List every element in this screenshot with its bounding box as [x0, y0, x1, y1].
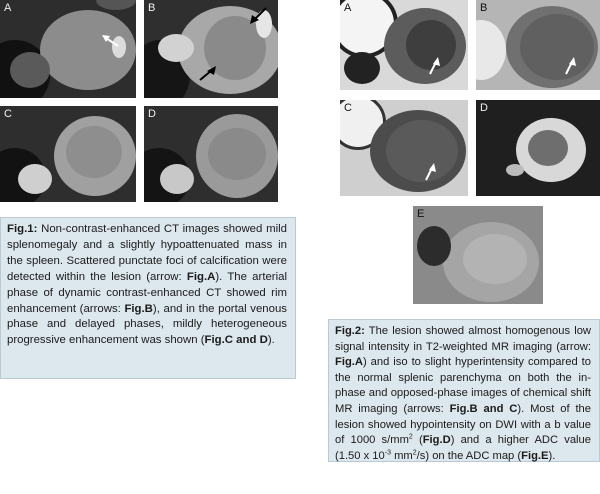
caption-part: Fig.D: [422, 434, 451, 447]
fig1-panel-a: [0, 0, 136, 98]
fig1-panel-b: [144, 0, 278, 98]
caption-part: ).: [267, 334, 275, 347]
panel-label: D: [480, 102, 488, 114]
fig1-panel-c: [0, 106, 136, 202]
fig1-caption: [0, 217, 296, 379]
panel-label: C: [4, 108, 12, 120]
caption-part: The lesion showed almost homogenous low signal intensity in T2-weighted MR imaging (arrow:: [335, 325, 591, 353]
caption-part: ).: [548, 449, 556, 462]
caption-superscript: 2: [412, 449, 417, 457]
panel-label: E: [417, 208, 425, 220]
caption-part: Non-contrast-enhanced CT images showed mild splenomegaly and a slightly hypoattenuated mass in the spleen. Scattered punctate foci of calcification were detected within the lesion (arrow:: [7, 223, 287, 283]
caption-part: Fig.1:: [7, 223, 38, 235]
white-arrow-icon: [0, 0, 136, 98]
fig2-caption: [328, 319, 600, 462]
caption-superscript: -3: [384, 449, 391, 457]
caption-part: /s) on the ADC map (: [416, 449, 522, 462]
caption-part: ). Most of the lesion showed hypointensity on DWI with a b value of 1000 s/mm: [335, 402, 591, 447]
caption-part: (: [412, 434, 423, 447]
white-arrow-icon: [476, 0, 600, 90]
caption-part: Fig.B: [124, 302, 153, 315]
caption-part: Fig.B and C: [449, 402, 518, 415]
white-arrow-icon: [340, 100, 468, 196]
panel-label: B: [148, 2, 156, 14]
fig2-panel-a: [340, 0, 468, 90]
caption-part: mm: [391, 449, 413, 462]
panel-label: B: [480, 2, 488, 14]
caption-part: Fig.A: [335, 356, 363, 369]
caption-part: ) and a higher ADC value (1.50 x 10: [335, 434, 591, 462]
caption-part: Fig.C and D: [204, 334, 268, 347]
caption-part: Fig.2:: [335, 325, 365, 337]
panel-label: D: [148, 108, 156, 120]
caption-part: ). The arterial phase of dynamic contrast-enhanced CT showed rim enhancement (arrows:: [7, 270, 288, 315]
panel-label: C: [344, 102, 352, 114]
fig2-panel-d: [476, 100, 600, 196]
caption-part: Fig.A: [186, 270, 216, 283]
fig1-panel-d: [144, 106, 278, 202]
caption-part: Fig.E: [521, 449, 549, 462]
fig2-panel-c: [340, 100, 468, 196]
fig2-panel-e: [413, 206, 543, 304]
panel-label: A: [344, 2, 352, 14]
panel-label: A: [4, 2, 12, 14]
black-arrow-icon: [144, 0, 278, 98]
caption-part: ) and iso to slight hyperintensity compared to the normal splenic parenchyma on both the in-phase and opposed-phase images of chemical shift MR imaging (arrows:: [335, 356, 591, 415]
caption-superscript: 2: [408, 433, 413, 441]
white-arrow-icon: [340, 0, 468, 90]
fig2-panel-b: [476, 0, 600, 90]
caption-part: ), and in the portal venous phase and delayed phases, mildly heterogeneous progressive enhancement was shown (: [7, 302, 287, 347]
